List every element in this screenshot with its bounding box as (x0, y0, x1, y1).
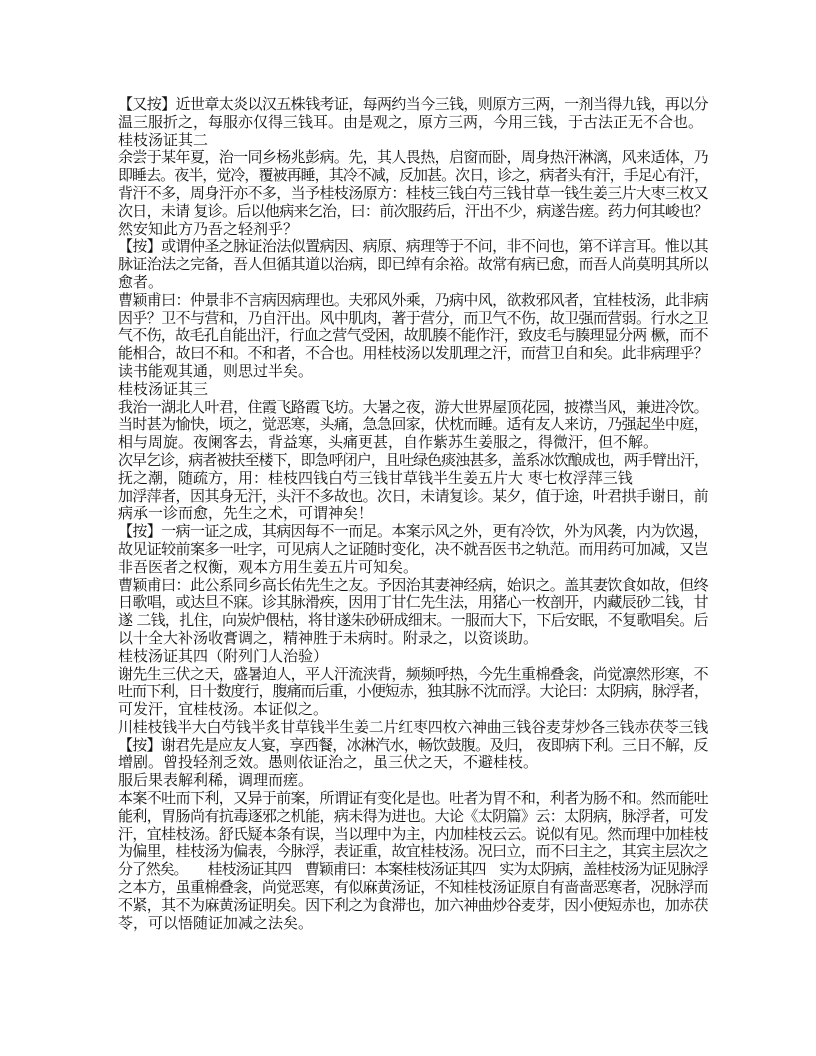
text-line: 读书能观其通，则思过半矣。 (118, 361, 314, 380)
text-line: 吐而下利，日十数度行，腹痛而后重，小便短赤，独其脉不沈而浮。大论曰：太阴病，脉浮者， (118, 682, 709, 701)
text-line: 能利，胃肠尚有抗毒逐邪之机能，病未得为进也。大论《太阴篇》云：太阴病，脉浮者，可发 (118, 806, 709, 825)
text-line: 愈者。 (118, 272, 164, 291)
text-line: 脉证治法之完备，吾人但循其道以治病，即已绰有余裕。故常有病已愈，而吾人尚莫明其所以 (118, 255, 709, 274)
text-line: 【按】一病一证之成，其病因每不一而足。本案示风之外，更有冷饮，外为风袭，内为饮遏， (118, 522, 709, 541)
text-line: 之本方，虽重棉叠衾，尚觉恶寒，有似麻黄汤证，不知桂枝汤证原自有啬啬恶寒者，况脉浮而 (118, 878, 709, 897)
text-line: 当时甚为愉快，顷之，觉恶寒，头痛，急急回家，伏枕而睡。适有友人来访，乃强起坐中庭， (118, 415, 709, 434)
text-line: 能相合，故曰不和。不和者，不合也。用桂枝汤以发肌理之汗，而营卫自和矣。此非病理乎？ (118, 344, 709, 363)
text-line: 因乎？卫不与营和，乃自汗出。风中肌肉，著于营分，而卫气不伤，故卫强而营弱。行水之卫 (118, 308, 709, 327)
text-line: 增剧。曾投轻剂乏效。愚则依证治之，虽三伏之天，不避桂枝。 (118, 753, 539, 772)
text-line: 故见证较前案多一吐字，可见病人之证随时变化，决不就吾医书之轨范。而用药可加减，又岂 (118, 539, 709, 558)
text-line: 日歌唱，或达旦不寐。诊其脉滑疾，因用丁甘仁先生法，用猪心一枚剖开，内藏辰砂二钱，甘 (118, 593, 709, 612)
document-page (118, 96, 708, 932)
text-line: 本案不吐而下利，又异于前案，所谓证有变化是也。吐者为胃不和，利者为肠不和。然而能吐 (118, 789, 709, 808)
text-line: 病承一诊而愈，先生之术，可谓神矣！ (118, 504, 374, 523)
text-line: 非吾医者之权衡，观本方用生姜五片可知矣。 (118, 557, 419, 576)
text-line: 【按】谢君先是应友人宴，享西餐，冰淋汽水，畅饮鼓腹。及归， 夜即病下利。三日不解，反 (118, 735, 708, 754)
text-line: 气不伤，故毛孔自能出汗，行血之营气受困，故肌腠不能作汗，致皮毛与腠理显分两 橛，而不 (118, 326, 708, 345)
text-line: 相与周旋。夜阑客去，背益寒，头痛更甚，自作紫苏生姜服之，得微汗，但不解。 (118, 433, 659, 452)
text-line: 汗，宜桂枝汤。舒氏疑本条有误，当以理中为主，内加桂枝云云。说似有见。然而理中加桂枝 (118, 824, 709, 843)
text-line: 曹颖甫曰：此公系同乡高长佑先生之友。予因治其妻神经病，始识之。盖其妻饮食如故，但终 (118, 575, 709, 594)
text-line: 温三服折之，每服亦仅得三钱耳。由是观之，原方三两，今用三钱，于古法正无不合也。 (118, 112, 704, 131)
text-line: 遂 二钱，扎住，向炭炉偎枯，将甘遂朱砂研成细末。一服而大下，下后安眠，不复歌唱矣。后 (118, 611, 708, 630)
text-line: 我治一湖北人叶君，住霞飞路霞飞坊。大暑之夜，游大世界屋顶花园，披襟当风，兼进冷饮。 (118, 397, 709, 416)
text-line: 服后果表解利稀，调理而瘥。 (118, 771, 314, 790)
text-line: 【按】或谓仲圣之脉证治法似置病因、病原、病理等于不问，非不问也，第不详言耳。惟以其 (118, 237, 709, 256)
section-heading: 桂枝汤证其二 (118, 130, 209, 149)
text-line: 即睡去。夜半，觉冷，覆被再睡，其冷不减，反加甚。次日，诊之，病者头有汗，手足心有汗， (118, 166, 709, 185)
text-line: 以十全大补汤收膏调之，精神胜于未病时。附录之，以资谈助。 (118, 628, 539, 647)
text-line: 次早乞诊，病者被扶至楼下，即急呼闭户，且吐绿色痰浊甚多，盖系冰饮酿成也，两手臂出汗， (118, 450, 709, 469)
text-line: 不紧，其不为麻黄汤证明矣。因下利之为食滞也，加六神曲炒谷麦芽，因小便短赤也，加赤茯 (118, 895, 709, 914)
text-line: 为偏里，桂枝汤为偏表，今脉浮，表证重，故宜桂枝汤。况曰立，而不曰主之，其宾主层次之 (118, 842, 709, 861)
text-line: 背汗不多，周身汗亦不多，当予桂枝汤原方：桂枝三钱白芍三钱甘草一钱生姜三片大枣三枚又 (118, 183, 709, 202)
text-line: 川桂枝钱半大白芍钱半炙甘草钱半生姜二片红枣四枚六神曲三钱谷麦芽炒各三钱赤茯苓三钱 (118, 717, 709, 736)
text-line: 分了然矣。 桂枝汤证其四 曹颖甫曰：本案桂枝汤证其四 实为太阴病，盖桂枝汤为证见脉浮 (118, 860, 708, 879)
text-line: 抚之潮，随疏方，用：桂枝四钱白芍三钱甘草钱半生姜五片大 枣七枚浮萍三钱 (118, 468, 633, 487)
text-line: 【又按】近世章太炎以汉五株钱考证，每两约当今三钱，则原方三两，一剂当得九钱，再以分 (118, 95, 709, 113)
section-heading: 桂枝汤证其三 (118, 379, 209, 398)
text-line: 曹颖甫曰：仲景非不言病因病理也。夫邪风外乘，乃病中风，欲救邪风者，宜桂枝汤，此非病 (118, 290, 709, 309)
text-line: 然安知此方乃吾之轻剂乎？ (118, 219, 299, 238)
text-line: 苓，可以悟随证加减之法矣。 (118, 913, 314, 932)
text-line: 余尝于某年夏，治一同乡杨兆彭病。先，其人畏热，启窗而卧，周身热汗淋漓，风来适体，乃 (118, 148, 709, 167)
text-line: 可发汗，宜桂枝汤。本证似之。 (118, 700, 329, 719)
text-line: 谢先生三伏之天，盛暑迫人，平人汗流浃背，频频呼热，今先生重棉叠衾，尚觉凛然形寒，不 (118, 664, 709, 683)
text-line: 次日，未请 复诊。后以他病来乞治，曰：前次服药后，汗出不少，病遂告瘥。药力何其峻也？ (118, 201, 708, 220)
text-line: 加浮萍者，因其身无汗，头汗不多故也。次日，未请复诊。某夕，值于途，叶君拱手谢日，前 (118, 486, 709, 505)
section-heading: 桂枝汤证其四（附列门人治验） (118, 646, 329, 665)
